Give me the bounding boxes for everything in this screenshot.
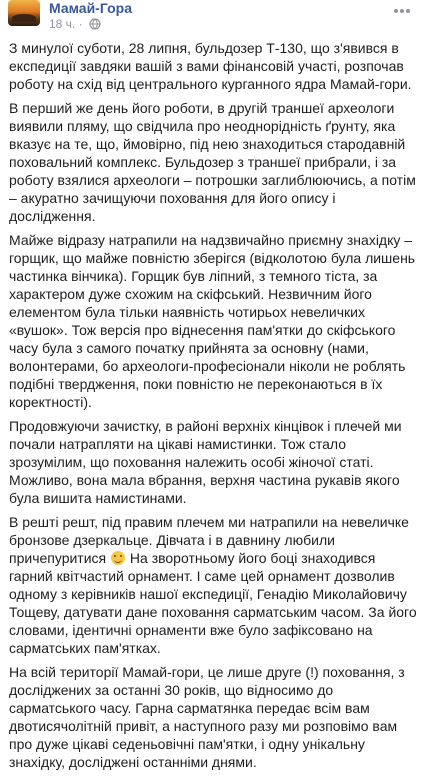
page-avatar[interactable] bbox=[8, 0, 40, 26]
post-timestamp[interactable]: 18 ч. bbox=[49, 17, 76, 31]
post-header bbox=[0, 0, 423, 32]
smiling-face-icon bbox=[111, 551, 125, 565]
post-body bbox=[9, 39, 417, 777]
page-name-link[interactable]: Мамай-Гора bbox=[49, 0, 132, 16]
post-paragraph-6: На всій території Мамай-гори, це лише друге (!) поховання, з досліджених за останні 30 років, що відносимо до сарматського часу. Гарна сарматянка передає всім вам двотисячолітній привіт, а наступного разу ми розповімо вам про дуже цікаві седеньовічні пам'ятки, і одну унікальну знахідку, досліджені останніми днями. bbox=[9, 664, 405, 770]
meta-separator: · bbox=[78, 17, 83, 31]
post-paragraph-5 bbox=[9, 513, 417, 657]
post-meta bbox=[49, 17, 101, 33]
post-paragraph-2: В перший же день його роботи, в другій траншеї археологи виявили пляму, що свідчила про неоднорідність ґрунту, яка вказує на те, що, ймовірно, під нею знаходиться стародавній поховальний комплекс. Бульдозер з траншеї прибрали, і за роботу взялися археологи – потрошки заглиблюючись, а потім – акуратно зачищуючи поховання для його опису і дослідження. bbox=[9, 100, 416, 224]
globe-icon bbox=[89, 18, 101, 33]
more-options-icon[interactable] bbox=[394, 2, 414, 16]
post-paragraph-4: Продовжуючи зачистку, в районі верхніх кінцівок і плечей ми почали натрапляти на цікаві намистинки. Тож стало зрозумілим, що поховання належить особі жіночої статі. Можливо, вона мала вбрання, верхня частина рукавів якого була вишита намистинами. bbox=[9, 418, 402, 506]
post-paragraph-3: Майже відразу натрапили на надзвичайно приємну знахідку – горщик, що майже повністю зберігся (відколотою була лишень частинка вінчика). Горщик був ліпний, з темного тіста, за характером дуже схожим на скіфський. Незвичним його елементом була тільки наявність чотирьох невеличких «вушок». Тож версія про віднесення пам'ятки до скіфського часу була з самого початку прийнята за основну (нами, волонтерами, бо археологи-професіонали ніколи не роблять подібні твердження, поки повністю не переконаються в їх коректності). bbox=[9, 232, 416, 410]
post-paragraph-5-part-2: На зворотньому його боці знаходився гарний квітчастий орнамент. І саме цей орнамент дозволив одному з керівників нашої експедиції, Генадію Миколайовичу Тощеву, датувати дане поховання сарматським часом. За його словами, ідентичні орнаменти вже було зафіксовано на сарматських пам'ятках. bbox=[9, 550, 417, 656]
post-paragraph-1: З минулої суботи, 28 липня, бульдозер Т-130, що з'явився в експедиції завдяки вашій з вами фінансовій участі, розпочав роботу на схід від центрального курганного ядра Мамай-гори. bbox=[9, 40, 412, 92]
post-paragraph-5-part-1: В решті решт, під правим плечем ми натрапили на невеличке бронзове дзеркальце. Дівчата і в давнину любили причепуритися bbox=[9, 514, 409, 566]
